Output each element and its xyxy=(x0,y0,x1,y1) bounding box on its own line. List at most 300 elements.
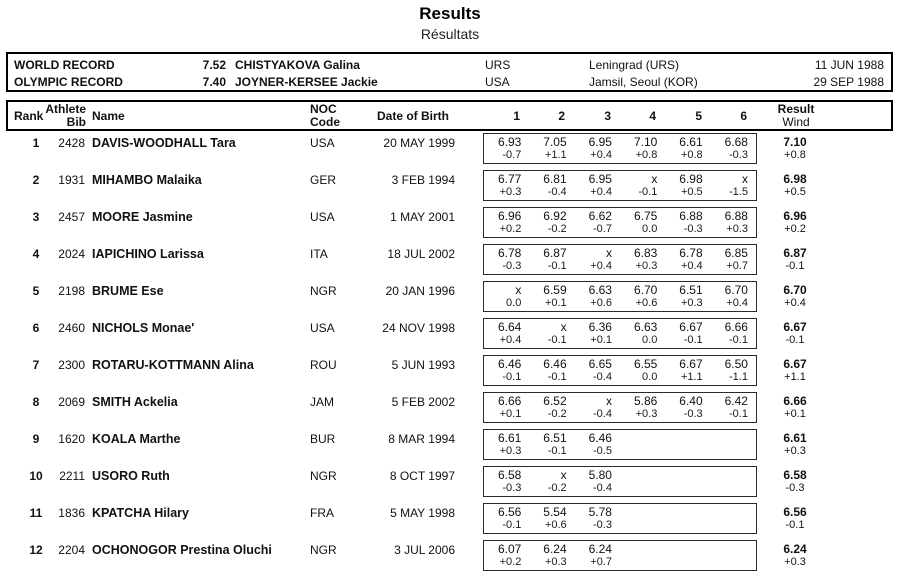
attempt-4-cell xyxy=(620,541,665,570)
attempt-3-cell xyxy=(575,541,620,570)
attempt-wind: +0.1 xyxy=(544,297,567,309)
attempt-4-cell xyxy=(620,208,665,237)
attempt-wind: +0.3 xyxy=(726,223,748,235)
bib-cell: 2460 xyxy=(58,321,85,335)
result-cell xyxy=(757,318,833,347)
attempt-mark: x xyxy=(605,246,612,260)
result-mark: 6.56 xyxy=(783,505,807,519)
result-row xyxy=(0,503,900,540)
attempt-wind: -0.1 xyxy=(502,519,522,531)
attempt-mark: 6.93 xyxy=(497,135,522,149)
attempt-2-cell xyxy=(529,208,574,237)
attempt-wind: +1.1 xyxy=(544,149,567,161)
attempt-mark: 6.83 xyxy=(633,246,658,260)
attempt-wind: +0.6 xyxy=(544,519,567,531)
attempt-3-cell xyxy=(575,393,620,422)
attempt-1-cell xyxy=(484,282,529,311)
attempts-box xyxy=(483,540,757,571)
attempt-2-cell xyxy=(529,245,574,274)
attempt-mark: 6.78 xyxy=(497,246,522,260)
attempt-1-cell xyxy=(484,356,529,385)
attempt-mark: 6.52 xyxy=(543,394,567,408)
attempt-mark: 6.81 xyxy=(543,172,567,186)
result-mark: 6.96 xyxy=(783,209,807,223)
record-mark: 7.52 xyxy=(202,58,226,72)
attempt-5-cell xyxy=(665,171,710,200)
attempt-1-cell xyxy=(484,467,529,496)
attempt-wind: -1.5 xyxy=(729,186,748,198)
attempt-3-cell xyxy=(575,319,620,348)
athlete-name-cell: OCHONOGOR Prestina Oluchi xyxy=(92,543,272,557)
noc-code-cell: USA xyxy=(310,210,335,224)
athlete-name-cell: SMITH Ackelia xyxy=(92,395,178,409)
attempt-6-cell xyxy=(711,282,756,311)
header-athlete-bib-line2: Bib xyxy=(66,115,86,129)
date-of-birth-cell: 8 OCT 1997 xyxy=(389,469,455,483)
result-wind: -0.1 xyxy=(785,260,805,272)
attempt-wind: 0.0 xyxy=(642,223,658,235)
attempt-5-cell xyxy=(665,430,710,459)
attempt-6-cell xyxy=(711,430,756,459)
date-of-birth-cell: 5 MAY 1998 xyxy=(390,506,455,520)
rank-cell: 5 xyxy=(32,284,40,298)
result-wind: +0.3 xyxy=(784,445,806,457)
result-wind: +0.8 xyxy=(784,149,806,161)
rank-cell: 3 xyxy=(32,210,40,224)
attempt-wind: +0.1 xyxy=(499,408,522,420)
date-of-birth-cell: 5 JUN 1993 xyxy=(391,358,455,372)
date-of-birth-cell: 3 FEB 1994 xyxy=(391,173,455,187)
attempt-3-cell xyxy=(575,245,620,274)
attempt-wind: -0.3 xyxy=(593,519,612,531)
attempt-mark xyxy=(665,504,702,505)
table-header xyxy=(6,100,893,131)
attempt-4-cell xyxy=(620,134,665,163)
result-cell xyxy=(757,133,833,162)
result-row xyxy=(0,207,900,244)
attempt-mark: 6.46 xyxy=(543,357,567,371)
result-wind: -0.1 xyxy=(785,334,805,346)
attempt-mark xyxy=(620,504,657,505)
attempt-mark: 6.96 xyxy=(497,209,522,223)
attempt-mark: 6.88 xyxy=(679,209,703,223)
result-mark: 6.67 xyxy=(783,320,807,334)
attempts-box xyxy=(483,207,757,238)
attempt-mark: x xyxy=(515,283,522,297)
rank-cell: 11 xyxy=(29,506,43,520)
athlete-name-cell: KOALA Marthe xyxy=(92,432,181,446)
attempt-wind: +0.3 xyxy=(635,408,658,420)
attempt-mark: x xyxy=(560,320,567,334)
attempt-wind: -0.4 xyxy=(593,482,612,494)
attempt-mark xyxy=(711,541,748,542)
attempt-mark: 6.70 xyxy=(633,283,658,297)
attempt-wind: -0.5 xyxy=(593,445,612,457)
header-attempt-1: 1 xyxy=(513,109,520,123)
attempt-wind: +0.4 xyxy=(590,186,612,198)
attempts-box xyxy=(483,133,757,164)
records-box xyxy=(6,52,893,92)
attempt-mark: 6.68 xyxy=(724,135,748,149)
date-of-birth-cell: 20 JAN 1996 xyxy=(385,284,455,298)
attempt-wind: +0.2 xyxy=(499,556,522,568)
attempt-5-cell xyxy=(665,208,710,237)
rank-cell: 12 xyxy=(29,543,43,557)
noc-code-cell: ITA xyxy=(310,247,328,261)
attempt-3-cell xyxy=(575,430,620,459)
attempt-wind: -0.1 xyxy=(547,260,567,272)
attempt-mark xyxy=(665,541,702,542)
result-mark: 6.24 xyxy=(783,542,807,556)
record-venue: Jamsil, Seoul (KOR) xyxy=(589,75,698,89)
result-cell xyxy=(757,355,833,384)
noc-code-cell: BUR xyxy=(310,432,336,446)
attempt-wind: -0.1 xyxy=(547,371,567,383)
attempt-mark: 6.61 xyxy=(497,431,522,445)
attempt-2-cell xyxy=(529,356,574,385)
attempt-wind: +0.8 xyxy=(635,149,658,161)
attempt-mark: 6.63 xyxy=(588,283,612,297)
attempts-box xyxy=(483,244,757,275)
result-mark: 6.87 xyxy=(783,246,807,260)
attempts-box xyxy=(483,466,757,497)
attempt-wind: -0.2 xyxy=(547,408,567,420)
attempt-mark: 6.62 xyxy=(588,209,612,223)
attempt-wind: +0.4 xyxy=(499,334,522,346)
bib-cell: 2428 xyxy=(58,136,85,150)
attempts-box xyxy=(483,355,757,386)
attempt-wind: -0.1 xyxy=(547,334,567,346)
attempt-mark: 6.58 xyxy=(497,468,522,482)
attempt-mark: 6.50 xyxy=(724,357,748,371)
header-wind-line: Wind xyxy=(782,115,810,129)
attempt-6-cell xyxy=(711,393,756,422)
attempt-mark: 6.24 xyxy=(588,542,612,556)
attempt-mark: 6.42 xyxy=(724,394,748,408)
attempt-3-cell xyxy=(575,282,620,311)
attempt-wind: +0.3 xyxy=(635,260,658,272)
result-row xyxy=(0,392,900,429)
result-mark: 6.70 xyxy=(783,283,807,297)
header-noc-line2: Code xyxy=(310,115,340,129)
attempt-mark: 6.46 xyxy=(497,357,522,371)
attempt-4-cell xyxy=(620,467,665,496)
rank-cell: 10 xyxy=(29,469,43,483)
attempt-wind: +0.2 xyxy=(499,223,522,235)
record-label: WORLD RECORD xyxy=(14,58,115,72)
result-cell xyxy=(757,281,833,310)
attempt-wind: -0.3 xyxy=(683,223,703,235)
attempt-mark xyxy=(711,467,748,468)
record-athlete: CHISTYAKOVA Galina xyxy=(235,58,360,72)
header-athlete-bib xyxy=(44,103,86,129)
rank-cell: 6 xyxy=(32,321,40,335)
attempt-wind: +0.4 xyxy=(680,260,703,272)
attempt-mark: 5.54 xyxy=(543,505,567,519)
header-result-line: Result xyxy=(777,102,815,116)
attempt-2-cell xyxy=(529,393,574,422)
result-row xyxy=(0,540,900,577)
noc-code-cell: NGR xyxy=(310,469,337,483)
attempt-1-cell xyxy=(484,504,529,533)
result-mark: 6.67 xyxy=(783,357,807,371)
attempt-mark xyxy=(665,430,702,431)
attempt-mark: 5.80 xyxy=(588,468,612,482)
record-athlete: JOYNER-KERSEE Jackie xyxy=(235,75,378,89)
attempt-wind: +0.4 xyxy=(726,297,748,309)
result-row xyxy=(0,244,900,281)
athlete-name-cell: DAVIS-WOODHALL Tara xyxy=(92,136,236,150)
result-mark: 6.98 xyxy=(783,172,807,186)
attempt-wind: -0.2 xyxy=(547,482,567,494)
attempt-wind: -0.2 xyxy=(547,223,567,235)
record-label: OLYMPIC RECORD xyxy=(14,75,123,89)
attempt-3-cell xyxy=(575,504,620,533)
attempt-6-cell xyxy=(711,319,756,348)
date-of-birth-cell: 5 FEB 2002 xyxy=(391,395,455,409)
bib-cell: 2024 xyxy=(58,247,85,261)
attempt-mark: 6.77 xyxy=(497,172,522,186)
attempt-mark: 6.95 xyxy=(588,135,612,149)
date-of-birth-cell: 3 JUL 2006 xyxy=(394,543,455,557)
attempt-1-cell xyxy=(484,171,529,200)
attempt-mark: 6.46 xyxy=(588,431,612,445)
attempt-mark: 6.78 xyxy=(679,246,703,260)
attempt-1-cell xyxy=(484,393,529,422)
attempt-wind: -0.1 xyxy=(683,334,703,346)
header-attempt-6: 6 xyxy=(740,109,747,123)
bib-cell: 2069 xyxy=(58,395,85,409)
olympic-record-row xyxy=(8,73,891,91)
page-subtitle: Résultats xyxy=(420,26,480,42)
attempt-mark: 6.67 xyxy=(679,320,703,334)
attempt-wind: +0.4 xyxy=(590,260,612,272)
header-attempt-2: 2 xyxy=(558,109,565,123)
rank-cell: 8 xyxy=(32,395,40,409)
date-of-birth-cell: 18 JUL 2002 xyxy=(387,247,455,261)
attempt-mark: 6.56 xyxy=(497,505,522,519)
attempt-wind: +0.6 xyxy=(590,297,612,309)
attempt-1-cell xyxy=(484,134,529,163)
attempt-mark: x xyxy=(741,172,748,186)
attempt-1-cell xyxy=(484,319,529,348)
attempt-5-cell xyxy=(665,541,710,570)
athlete-name-cell: KPATCHA Hilary xyxy=(92,506,190,520)
date-of-birth-cell: 1 MAY 2001 xyxy=(390,210,455,224)
bib-cell: 1931 xyxy=(58,173,85,187)
result-cell xyxy=(757,466,833,495)
attempt-4-cell xyxy=(620,356,665,385)
athlete-name-cell: BRUME Ese xyxy=(92,284,164,298)
noc-code-cell: ROU xyxy=(310,358,337,372)
attempt-5-cell xyxy=(665,134,710,163)
attempt-3-cell xyxy=(575,171,620,200)
result-row xyxy=(0,170,900,207)
noc-code-cell: JAM xyxy=(310,395,334,409)
attempt-mark: 5.78 xyxy=(588,505,612,519)
record-date: 11 JUN 1988 xyxy=(814,58,884,72)
attempt-mark: 6.63 xyxy=(633,320,658,334)
result-row xyxy=(0,281,900,318)
attempt-mark xyxy=(711,504,748,505)
attempt-5-cell xyxy=(665,282,710,311)
header-noc-code xyxy=(310,103,340,129)
attempt-mark: 6.24 xyxy=(543,542,567,556)
result-mark: 7.10 xyxy=(783,135,807,149)
bib-cell: 2211 xyxy=(59,469,85,483)
attempt-mark: 6.51 xyxy=(543,431,567,445)
attempt-5-cell xyxy=(665,467,710,496)
world-record-row xyxy=(8,56,891,74)
attempt-wind: +0.8 xyxy=(680,149,703,161)
attempt-wind: -0.4 xyxy=(547,186,567,198)
rank-cell: 7 xyxy=(32,358,40,372)
result-cell xyxy=(757,503,833,532)
attempt-6-cell xyxy=(711,541,756,570)
attempt-mark: 6.88 xyxy=(724,209,748,223)
attempt-wind: -0.1 xyxy=(547,445,567,457)
attempt-mark xyxy=(620,430,657,431)
attempt-wind: -0.1 xyxy=(638,186,658,198)
header-attempt-3: 3 xyxy=(604,109,611,123)
attempts-box xyxy=(483,392,757,423)
attempt-wind: 0.0 xyxy=(642,334,658,346)
attempt-wind: +0.7 xyxy=(726,260,748,272)
attempt-2-cell xyxy=(529,282,574,311)
attempt-5-cell xyxy=(665,393,710,422)
bib-cell: 2457 xyxy=(58,210,85,224)
attempt-wind: +0.3 xyxy=(499,445,522,457)
attempt-wind: 0.0 xyxy=(642,371,658,383)
result-cell xyxy=(757,429,833,458)
attempt-1-cell xyxy=(484,430,529,459)
attempt-wind: +1.1 xyxy=(680,371,703,383)
attempt-mark xyxy=(665,467,702,468)
result-wind: -0.1 xyxy=(785,519,805,531)
rank-cell: 2 xyxy=(32,173,40,187)
date-of-birth-cell: 20 MAY 1999 xyxy=(383,136,455,150)
attempt-2-cell xyxy=(529,541,574,570)
attempt-wind: +0.6 xyxy=(635,297,658,309)
attempt-mark xyxy=(620,541,657,542)
record-date: 29 SEP 1988 xyxy=(813,75,884,89)
attempt-2-cell xyxy=(529,467,574,496)
result-wind: +1.1 xyxy=(784,371,806,383)
rank-cell: 4 xyxy=(32,247,40,261)
rank-cell: 1 xyxy=(32,136,40,150)
attempt-3-cell xyxy=(575,134,620,163)
attempt-mark xyxy=(711,430,748,431)
attempt-mark: 6.66 xyxy=(724,320,748,334)
attempt-wind: +0.1 xyxy=(590,334,612,346)
result-wind: +0.2 xyxy=(784,223,806,235)
result-row xyxy=(0,466,900,503)
bib-cell: 1620 xyxy=(58,432,85,446)
noc-code-cell: NGR xyxy=(310,543,337,557)
attempt-wind: +0.3 xyxy=(499,186,522,198)
attempt-mark: 6.67 xyxy=(679,357,703,371)
attempts-box xyxy=(483,503,757,534)
attempt-mark: 6.87 xyxy=(543,246,567,260)
attempt-5-cell xyxy=(665,245,710,274)
attempt-wind: -0.3 xyxy=(683,408,703,420)
attempt-wind: +0.7 xyxy=(590,556,612,568)
result-mark: 6.66 xyxy=(783,394,807,408)
result-wind: +0.5 xyxy=(784,186,806,198)
athlete-name-cell: MIHAMBO Malaika xyxy=(92,173,202,187)
attempt-3-cell xyxy=(575,208,620,237)
attempt-mark: 6.65 xyxy=(588,357,612,371)
result-row xyxy=(0,355,900,392)
attempt-mark: x xyxy=(560,468,567,482)
attempt-mark: 6.75 xyxy=(633,209,658,223)
attempt-mark: 7.05 xyxy=(543,135,567,149)
attempt-2-cell xyxy=(529,430,574,459)
result-cell xyxy=(757,170,833,199)
noc-code-cell: NGR xyxy=(310,284,337,298)
header-athlete-bib-line1: Athlete xyxy=(45,102,86,116)
attempt-mark: 6.92 xyxy=(543,209,567,223)
date-of-birth-cell: 8 MAR 1994 xyxy=(388,432,455,446)
result-wind: +0.4 xyxy=(784,297,806,309)
attempt-6-cell xyxy=(711,134,756,163)
attempt-1-cell xyxy=(484,245,529,274)
attempt-4-cell xyxy=(620,393,665,422)
attempt-6-cell xyxy=(711,504,756,533)
attempt-6-cell xyxy=(711,467,756,496)
attempt-wind: -0.3 xyxy=(502,482,522,494)
result-row xyxy=(0,133,900,170)
attempt-2-cell xyxy=(529,171,574,200)
attempt-wind: -0.4 xyxy=(593,371,612,383)
athlete-name-cell: USORO Ruth xyxy=(92,469,170,483)
page-title: Results xyxy=(419,4,481,23)
result-row xyxy=(0,429,900,466)
result-cell xyxy=(757,392,833,421)
attempt-mark: 6.51 xyxy=(679,283,703,297)
header-result-wind xyxy=(757,103,835,129)
attempt-wind: +0.3 xyxy=(680,297,703,309)
attempt-mark: 6.70 xyxy=(724,283,748,297)
attempt-3-cell xyxy=(575,467,620,496)
attempt-mark: 6.85 xyxy=(724,246,748,260)
attempts-box xyxy=(483,281,757,312)
result-wind: +0.1 xyxy=(784,408,806,420)
attempt-1-cell xyxy=(484,541,529,570)
attempt-4-cell xyxy=(620,245,665,274)
attempt-mark xyxy=(620,467,657,468)
attempt-wind: -0.1 xyxy=(729,334,748,346)
attempt-wind: -0.1 xyxy=(502,371,522,383)
result-cell xyxy=(757,244,833,273)
attempt-mark: 6.61 xyxy=(679,135,703,149)
attempt-6-cell xyxy=(711,245,756,274)
header-noc-line1: NOC xyxy=(310,102,337,116)
attempt-mark: x xyxy=(605,394,612,408)
attempts-box xyxy=(483,429,757,460)
record-venue: Leningrad (URS) xyxy=(589,58,680,72)
attempt-wind: -0.3 xyxy=(502,260,522,272)
header-attempt-4: 4 xyxy=(649,109,656,123)
attempt-mark: 6.66 xyxy=(497,394,522,408)
header-date-of-birth: Date of Birth xyxy=(377,109,449,123)
attempt-5-cell xyxy=(665,356,710,385)
record-noc: USA xyxy=(485,75,510,89)
athlete-name-cell: ROTARU-KOTTMANN Alina xyxy=(92,358,254,372)
attempt-4-cell xyxy=(620,319,665,348)
result-cell xyxy=(757,207,833,236)
attempt-wind: +0.3 xyxy=(544,556,567,568)
